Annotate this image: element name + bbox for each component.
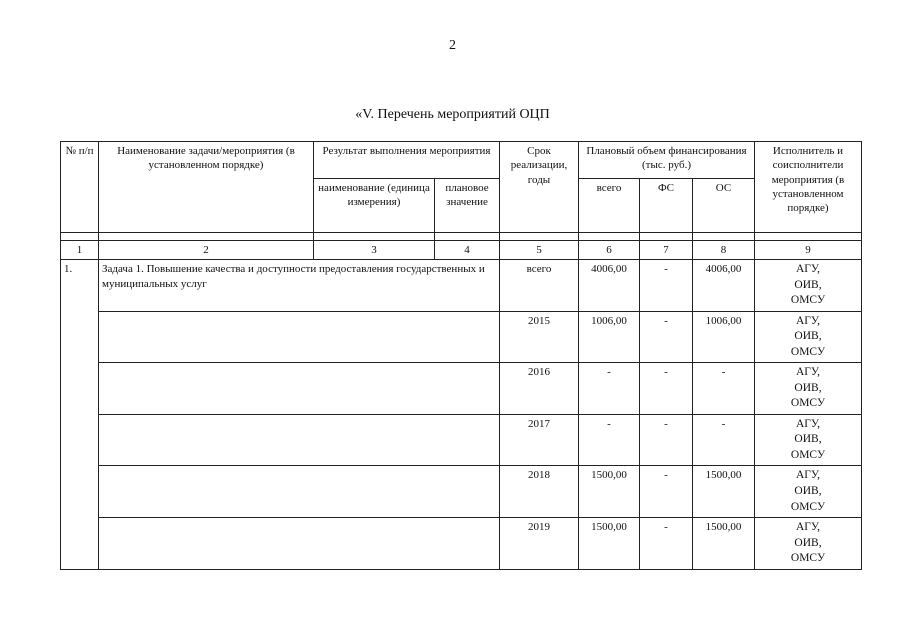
executor-line: ОИВ, <box>794 278 822 291</box>
executor-cell <box>755 414 862 466</box>
term-cell: 2018 <box>500 466 579 518</box>
executor-cell <box>755 466 862 518</box>
header-num: № п/п <box>61 142 99 233</box>
page-number: 2 <box>449 38 456 53</box>
fs-cell: - <box>640 311 693 363</box>
executor-cell <box>755 260 862 312</box>
executor-cell <box>755 518 862 570</box>
table-row <box>61 466 862 518</box>
column-number: 7 <box>640 241 693 260</box>
os-cell: - <box>693 414 755 466</box>
header-os: ОС <box>693 179 755 233</box>
os-cell: 1500,00 <box>693 518 755 570</box>
term-cell: всего <box>500 260 579 312</box>
fs-cell: - <box>640 518 693 570</box>
os-cell: - <box>693 363 755 415</box>
header-result: Результат выполнения мероприятия <box>314 142 500 179</box>
empty-result-cell <box>99 518 500 570</box>
table-row <box>61 363 862 415</box>
executor-line: ОМСУ <box>790 345 826 358</box>
fs-cell: - <box>640 414 693 466</box>
term-cell: 2015 <box>500 311 579 363</box>
term-cell: 2017 <box>500 414 579 466</box>
total-cell: 1006,00 <box>579 311 640 363</box>
task-number: 1. <box>61 260 99 569</box>
column-number: 8 <box>693 241 755 260</box>
total-cell: - <box>579 363 640 415</box>
header-term: Срок реализации, годы <box>500 142 579 233</box>
os-cell: 1500,00 <box>693 466 755 518</box>
activities-table <box>60 141 862 570</box>
column-number: 1 <box>61 241 99 260</box>
empty-result-cell <box>99 414 500 466</box>
executor-line: ОИВ, <box>794 485 822 497</box>
executor-line: ОИВ, <box>794 330 822 343</box>
executor-line: АГУ, <box>795 521 821 534</box>
executor-cell <box>755 363 862 415</box>
executor-cell <box>755 311 862 363</box>
total-cell: 1500,00 <box>579 466 640 518</box>
column-number: 9 <box>755 241 862 260</box>
task-name: Задача 1. Повышение качества и доступности предоставления государственных и муниципальных услуг <box>99 260 500 312</box>
os-cell: 4006,00 <box>693 260 755 312</box>
column-number: 4 <box>435 241 500 260</box>
header-result-value: плановое значение <box>435 179 500 233</box>
total-cell: - <box>579 414 640 466</box>
fs-cell: - <box>640 466 693 518</box>
document-title: «V. Перечень мероприятий ОЦП <box>355 107 550 122</box>
executor-line: ОМСУ <box>790 500 826 513</box>
header-fs: ФС <box>640 179 693 233</box>
total-cell: 4006,00 <box>579 260 640 312</box>
executor-line: ОИВ, <box>794 381 822 394</box>
os-cell: 1006,00 <box>693 311 755 363</box>
executor-line: ОМСУ <box>790 448 826 461</box>
empty-result-cell <box>99 363 500 415</box>
executor-line: ОМСУ <box>790 397 826 410</box>
term-cell: 2016 <box>500 363 579 415</box>
header-total: всего <box>579 179 640 233</box>
executor-line: ОИВ, <box>794 433 822 446</box>
fs-cell: - <box>640 363 693 415</box>
table-row <box>61 311 862 363</box>
column-number: 3 <box>314 241 435 260</box>
header-funding: Плановый объем финансирования (тыс. руб.) <box>579 142 755 179</box>
executor-line: АГУ, <box>795 469 821 482</box>
empty-result-cell <box>99 466 500 518</box>
header-row <box>61 142 862 179</box>
header-separator <box>61 233 862 241</box>
executor-line: АГУ, <box>795 314 821 327</box>
table-row <box>61 518 862 570</box>
executor-line: АГУ, <box>795 263 821 276</box>
column-number: 2 <box>99 241 314 260</box>
executor-line: ОИВ, <box>794 536 822 549</box>
term-cell: 2019 <box>500 518 579 570</box>
executor-line: АГУ, <box>795 366 821 379</box>
executor-line: АГУ, <box>795 417 821 430</box>
column-number-row <box>61 241 862 260</box>
total-cell: 1500,00 <box>579 518 640 570</box>
column-number: 5 <box>500 241 579 260</box>
empty-result-cell <box>99 311 500 363</box>
executor-line: ОМСУ <box>790 294 826 307</box>
table-row <box>61 414 862 466</box>
executor-line: ОМСУ <box>790 552 826 565</box>
header-result-name: наименование (единица измерения) <box>314 179 435 233</box>
table-row <box>61 260 862 312</box>
header-name: Наименование задачи/мероприятия (в установленном порядке) <box>99 142 314 233</box>
fs-cell: - <box>640 260 693 312</box>
header-executor: Исполнитель и соисполнители мероприятия (в установленном порядке) <box>755 142 862 233</box>
column-number: 6 <box>579 241 640 260</box>
